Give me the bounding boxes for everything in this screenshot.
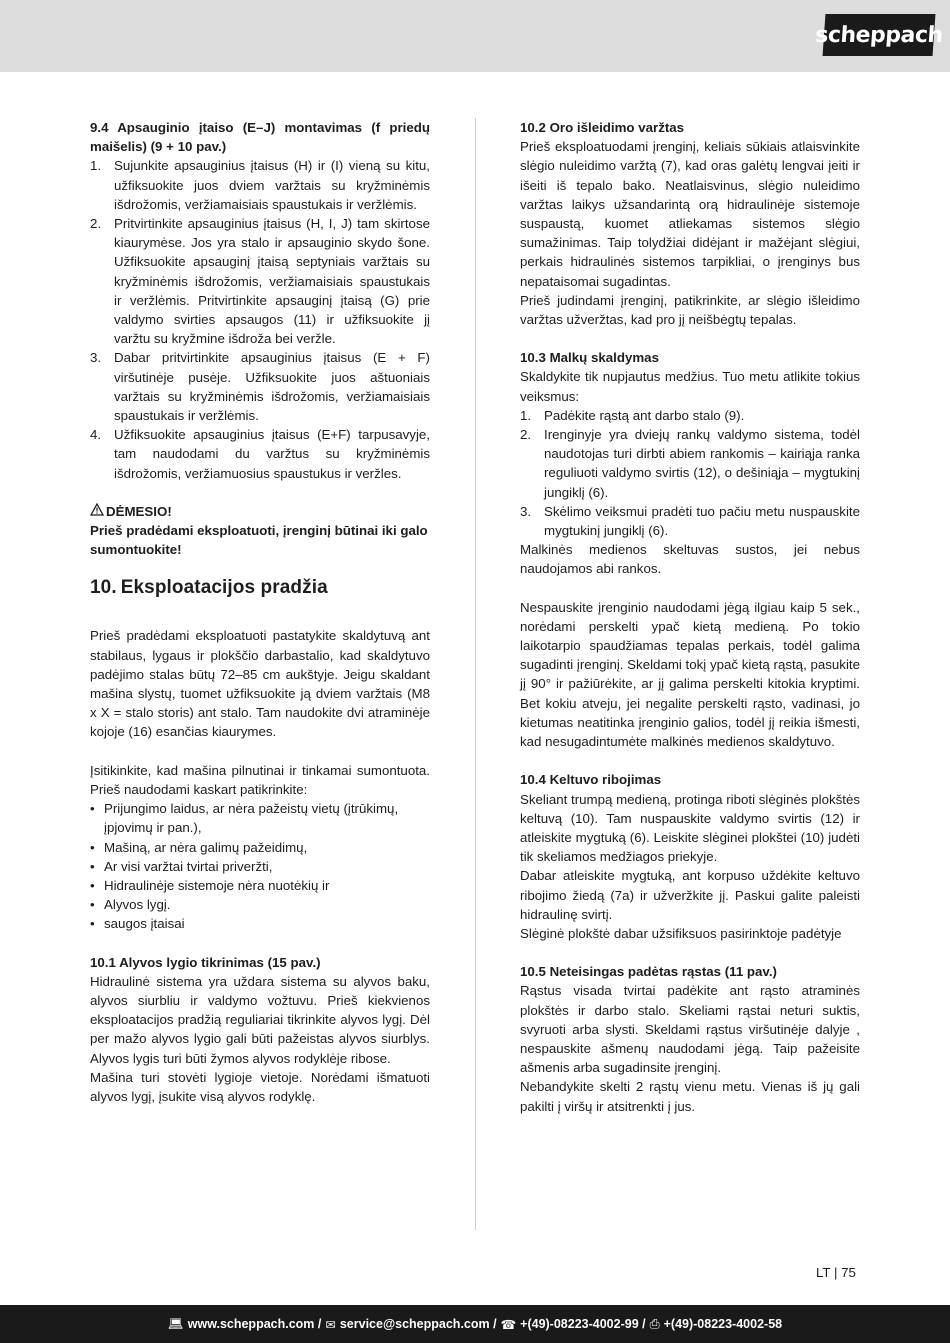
numbered-step bbox=[520, 406, 860, 425]
warning-heading bbox=[90, 502, 430, 521]
step-text: Sujunkite apsauginius įtaisus (H) ir (I) vieną su kitu, užfiksuokite juos dviem varžtais su kryžminėmis išdrožomis, veržiamaisiais spaustukais ir veržlėmis. bbox=[114, 158, 430, 212]
step-number: 4. bbox=[90, 427, 102, 443]
checklist-item bbox=[90, 799, 430, 837]
numbered-step bbox=[90, 214, 430, 348]
checklist-item bbox=[90, 876, 430, 895]
bullet-icon: • bbox=[90, 877, 95, 893]
bullet-icon: • bbox=[90, 858, 95, 874]
step-number: 3. bbox=[90, 350, 102, 366]
step-number: 1. bbox=[520, 407, 532, 423]
section-10-paragraph-1: Prieš pradėdami eksploatuoti pastatykite skaldytuvą ant stabilaus, lygaus ir plokščio darbastalio, kad skaldytuvo padėjimo stalas būtų 72–85 cm aukštyje. Jeigu skaldant mašina slystų, tuomet užfiksuokite ją dviem varžtais (M8 x X = stalo storis) ant stalo. Tam naudokite dvi atraminėje kojoje (16) esančias kiaurymes. bbox=[90, 628, 430, 740]
numbered-step bbox=[90, 156, 430, 214]
step-text: Pritvirtinkite apsauginius įtaisus (H, I, J) tam skirtose kiaurymėse. Jos yra stalo ir apsauginio skydo šone. Užfiksuokite apsauginį įtaisą septyniais varžtais su kryžminėmis išdrožomis, veržiamaisiais spaustukais ir veržlėmis. Pritvirtinkite apsauginį įtaisą (G) prie valdymo svirties apsaugos (11) ir užfiksuokite jį varžtu su kryžmine išdroža bei veržle. bbox=[114, 216, 430, 347]
step-text: Dabar pritvirtinkite apsauginius įtaisus (E + F) viršutinėje pusėje. Užfiksuokite juos aštuoniais varžtais su kryžminėmis išdrožomis, veržiamaisiais spaustukais ir veržlėmis. bbox=[114, 350, 430, 424]
footer-phone: +(49)-08223-4002-99 / bbox=[520, 1317, 646, 1331]
warning-title: DĖMESIO! bbox=[106, 503, 172, 519]
section-10-3-steps bbox=[520, 406, 860, 540]
step-text: Užfiksuokite apsauginius įtaisus (E+F) tarpusavyje, tam naudodami du varžtus su kryžminėmis išdrožomis, veržiamuosius spaustukus ir veržles. bbox=[114, 427, 430, 481]
section-10-2-paragraph-2: Prieš judindami įrenginį, patikrinkite, ar slėgio išleidimo varžtas užveržtas, kad pro jį neišbėgtų tepalas. bbox=[520, 292, 860, 328]
numbered-step bbox=[90, 348, 430, 425]
section-10-4-paragraph-3: Slėginė plokštė dabar užsifiksuos pasirinktoje padėtyje bbox=[520, 925, 842, 941]
section-10-1-title: 10.1 Alyvos lygio tikrinimas (15 pav.) bbox=[90, 954, 321, 970]
checklist-item-text: Mašiną, ar nėra galimų pažeidimų, bbox=[104, 839, 308, 855]
warning-triangle-icon bbox=[90, 502, 104, 521]
email-icon: ✉︎ bbox=[325, 1317, 336, 1332]
step-number: 2. bbox=[520, 427, 532, 443]
numbered-step bbox=[90, 425, 430, 483]
section-10-checklist bbox=[90, 799, 430, 933]
footer-fax: +(49)-08223-4002-58 bbox=[663, 1317, 783, 1331]
section-10-4-paragraph-2: Dabar atleiskite mygtuką, ant korpuso uždėkite keltuvo ribojimo žiedą (7a) ir užveržkite jį. Paskui galite paleisti hidraulinę svirtį. bbox=[520, 868, 860, 922]
section-10-1-paragraph-1: Hidraulinė sistema yra uždara sistema su alyvos baku, alyvos siurbliu ir valdymo vožtuvu. Prieš kiekvienos eksploatacijos pradžią reguliariai tikrinkite alyvos lygį. Dėl per mažo alyvos lygio gali būti pažeistas alyvos siurblys. Alyvos lygis turi būti žymos alyvos rodyklėje ribose. bbox=[90, 973, 430, 1066]
checklist-item bbox=[90, 857, 430, 876]
section-10-4-title: 10.4 Keltuvo ribojimas bbox=[520, 772, 662, 788]
section-10-5-title: 10.5 Neteisingas padėtas rąstas (11 pav.) bbox=[520, 964, 777, 980]
fax-icon: ⎙ bbox=[649, 1316, 660, 1331]
step-number: 1. bbox=[90, 158, 102, 174]
section-10-5-paragraph-1: Rąstus visada tvirtai padėkite ant rąsto atraminės plokštės ir darbo stalo. Skeliami rąstai neturi suktis, svyruoti arba slysti. Skeldami rąstus viršutinėje dalyje , nespauskite ašmenų naudodami jėgą. Taip pažeisite ašmenis arba sugadinsite įrenginį. bbox=[520, 983, 860, 1076]
step-text: Padėkite rąstą ant darbo stalo (9). bbox=[544, 407, 745, 423]
step-number: 2. bbox=[90, 216, 102, 232]
section-10-5-paragraph-2: Nebandykite skelti 2 rąstų vienu metu. Vienas iš jų gali pakilti į viršų ir atsitrenkti į jus. bbox=[520, 1079, 860, 1114]
section-10-1-paragraph-2: Mašina turi stovėti lygioje vietoje. Norėdami išmatuoti alyvos lygį, įsukite visą alyvos rodyklę. bbox=[90, 1069, 430, 1104]
section-10-paragraph-2: Įsitikinkite, kad mašina pilnutinai ir tinkamai sumontuota. Prieš naudodami kaskart patikrinkite: bbox=[90, 762, 430, 797]
step-number: 3. bbox=[520, 503, 532, 519]
numbered-step bbox=[520, 502, 860, 540]
page-number: LT | 75 bbox=[816, 1265, 856, 1280]
checklist-item bbox=[90, 914, 430, 933]
footer-website-link[interactable]: www.scheppach.com / bbox=[187, 1317, 322, 1331]
bullet-icon: • bbox=[90, 839, 95, 855]
step-text: Irenginyje yra dviejų rankų valdymo sistema, todėl naudotojas turi dirbti abiem rankomis – kairiąja ranka reguliuoti valdymo svirtis (12), o dešiniąja – mygtukinį jungiklį (6). bbox=[544, 427, 860, 500]
checklist-item bbox=[90, 895, 430, 914]
section-10-2-paragraph-1: Prieš eksploatuodami įrenginį, keliais sūkiais atlaisvinkite slėgio nuleidimo varžtą (7), kad oras galėtų lengvai įeiti ir išeiti iš tepalo bako. Neatlaisvinus, slėgio nuleidimo varžtas laikys užsandarintą orą hidraulinėje sistemoje suspaustą, kuomet atliekamas sistemos slėgio sumažinimas. Taip tolydžiai didėjant ir mažėjant slėgiui, perkais hidraulinės sistemos tarpikliai, o įrenginys bus nepataisomai sugadintas. bbox=[520, 139, 860, 289]
section-10-2-title: 10.2 Oro išleidimo varžtas bbox=[520, 120, 685, 135]
scheppach-logo: scheppach bbox=[823, 14, 936, 56]
section-10-3-paragraph-3: Nespauskite įrenginio naudodami jėgą ilgiau kaip 5 sek., norėdami perskelti ypač kietą medieną. Po tokio laikotarpio spaudžiamas tepalas perkais, todėl galima sugadinti įrenginį. Skeldami tokį ypač kietą rąstą, pasukite jį 90° ir pažiūrėkite, ar jį galima perskelti kitokia kryptimi. Bet kokiu atveju, jei negalite perskelti rąsto, vadinasi, jo kietumas neatitinka įrenginio galios, todėl jį reikia išmesti, kad nesugadintumėte malkinės medienos skaldytuvo. bbox=[520, 599, 860, 750]
warning-text: Prieš pradėdami eksploatuoti, įrenginį būtinai iki galo sumontuokite! bbox=[90, 523, 428, 558]
right-column bbox=[520, 118, 860, 1116]
section-10-number: 10. bbox=[90, 577, 117, 599]
checklist-item-text: saugos įtaisai bbox=[104, 916, 185, 932]
checklist-item bbox=[90, 838, 430, 857]
phone-icon: ☎︎ bbox=[500, 1317, 517, 1332]
bullet-icon: • bbox=[90, 897, 95, 913]
section-10-title: Eksploatacijos pradžia bbox=[120, 577, 328, 599]
section-10-3-paragraph-1: Skaldykite tik nupjautus medžius. Tuo metu atlikite tokius veiksmus: bbox=[520, 369, 860, 404]
bullet-icon: • bbox=[90, 801, 95, 817]
checklist-item-text: Alyvos lygį. bbox=[104, 897, 171, 913]
numbered-step bbox=[520, 425, 860, 502]
header-bar bbox=[0, 0, 950, 72]
footer-email-link[interactable]: service@scheppach.com / bbox=[339, 1317, 497, 1331]
section-10-3-paragraph-2: Malkinės medienos skeltuvas sustos, jei nebus naudojamos abi rankos. bbox=[520, 542, 860, 577]
footer-bar bbox=[0, 1305, 950, 1343]
checklist-item-text: Hidraulinėje sistemoje nėra nuotėkių ir bbox=[104, 877, 330, 893]
section-10-4-paragraph-1: Skeliant trumpą medieną, protinga riboti slėginės plokštės keltuvą (10). Tam nuspauskite valdymo svirtis (12) ir atleiskite mygtuką (6). Leiskite slėginei plokštei (10) judėti tik skeliamos medžiagos priekyje. bbox=[520, 791, 860, 865]
checklist-item-text: Ar visi varžtai tvirtai priveržti, bbox=[104, 858, 273, 874]
left-column bbox=[90, 118, 430, 1106]
section-9-4-title: 9.4 Apsauginio įtaiso (E–J) montavimas (f priedų maišelis) (9 + 10 pav.) bbox=[90, 120, 430, 155]
computer-icon: 💻︎ bbox=[167, 1316, 184, 1331]
section-10-3-title: 10.3 Malkų skaldymas bbox=[520, 350, 659, 366]
section-9-4-steps bbox=[90, 156, 430, 482]
bullet-icon: • bbox=[90, 916, 95, 932]
step-text: Skėlimo veiksmui pradėti tuo pačiu metu nuspauskite mygtukinį jungiklį (6). bbox=[544, 503, 860, 539]
column-divider bbox=[475, 118, 476, 1230]
section-10-heading bbox=[90, 576, 430, 600]
checklist-item-text: Prijungimo laidus, ar nėra pažeistų vietų (įtrūkimų, įpjovimų ir pan.), bbox=[104, 801, 399, 836]
